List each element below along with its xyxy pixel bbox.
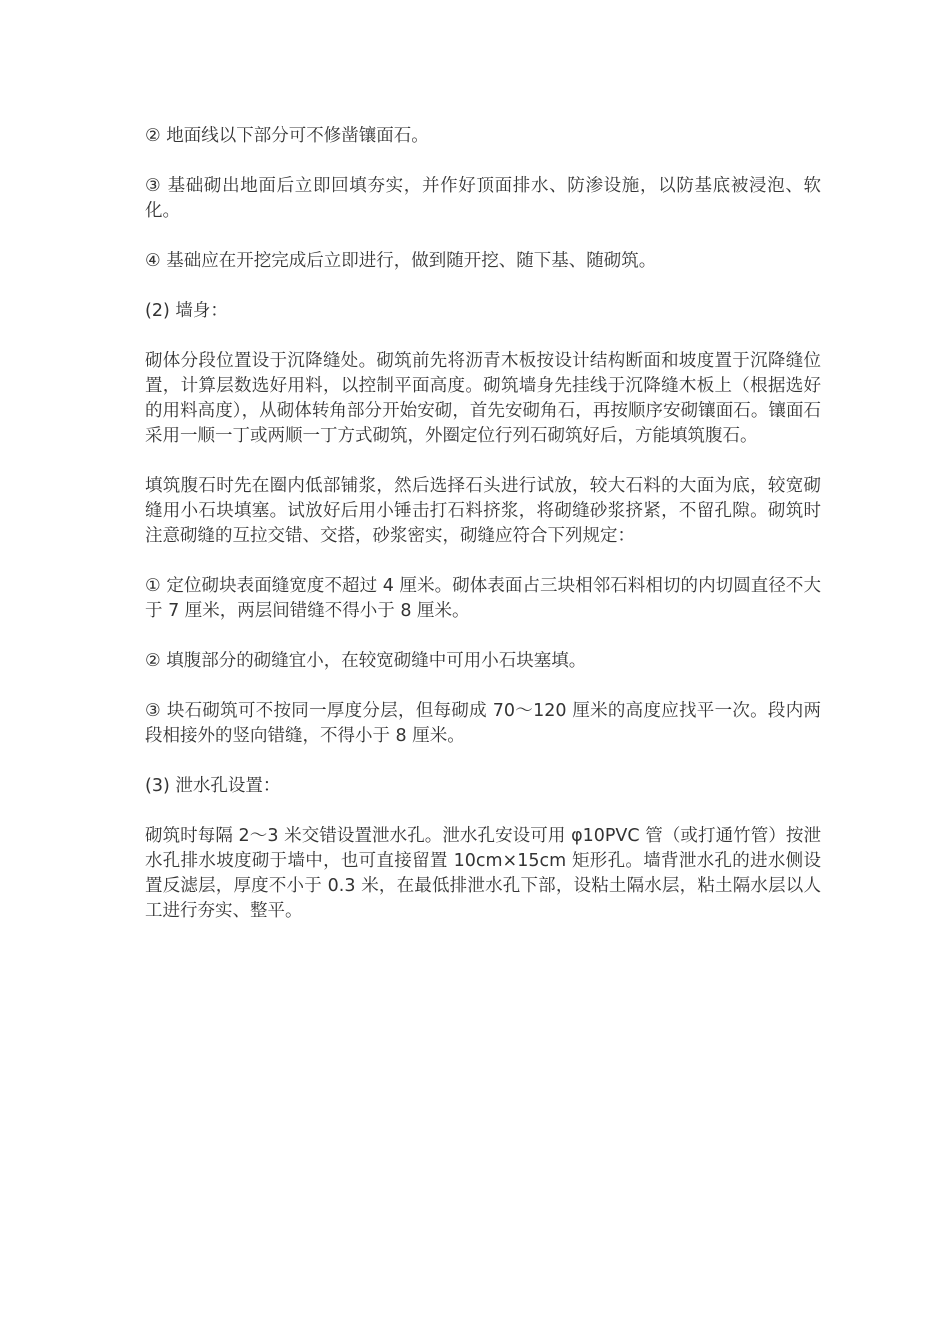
document-body bbox=[145, 124, 821, 949]
paragraph-fill-stone: 填筑腹石时先在圈内低部铺浆，然后选择石头进行试放，较大石料的大面为底，较宽砌缝用小石块填塞。试放好后用小锤击打石料挤浆，将砌缝砂浆挤紧，不留孔隙。砌筑时注意砌缝的互拉交错、交搭，砂浆密实，砌缝应符合下列规定： bbox=[145, 476, 821, 546]
paragraph-foundation-item-2: ② 地面线以下部分可不修凿镶面石。 bbox=[145, 126, 429, 146]
paragraph-joint-rule-2: ② 填腹部分的砌缝宜小，在较宽砌缝中可用小石块塞填。 bbox=[145, 651, 587, 671]
section-heading-weep-holes: (3) 泄水孔设置： bbox=[145, 776, 281, 796]
paragraph-joint-rule-3: ③ 块石砌筑可不按同一厚度分层，但每砌成 70～120 厘米的高度应找平一次。段内两段相接外的竖向错缝，不得小于 8 厘米。 bbox=[145, 701, 821, 746]
paragraph-foundation-item-3: ③ 基础砌出地面后立即回填夯实，并作好顶面排水、防渗设施，以防基底被浸泡、软化。 bbox=[145, 176, 821, 221]
paragraph-joint-rule-1: ① 定位砌块表面缝宽度不超过 4 厘米。砌体表面占三块相邻石料相切的内切圆直径不大于 7 厘米，两层间错缝不得小于 8 厘米。 bbox=[145, 576, 821, 621]
paragraph-wall-masonry: 砌体分段位置设于沉降缝处。砌筑前先将沥青木板按设计结构断面和坡度置于沉降缝位置，计算层数选好用料，以控制平面高度。砌筑墙身先挂线于沉降缝木板上（根据选好的用料高度），从砌体转角部分开始安砌，首先安砌角石，再按顺序安砌镶面石。镶面石采用一顺一丁或两顺一丁方式砌筑，外圈定位行列石砌筑好后，方能填筑腹石。 bbox=[145, 351, 821, 446]
section-heading-wall-body: (2) 墙身： bbox=[145, 301, 228, 321]
paragraph-foundation-item-4: ④ 基础应在开挖完成后立即进行，做到随开挖、随下基、随砌筑。 bbox=[145, 251, 657, 271]
paragraph-weep-holes: 砌筑时每隔 2～3 米交错设置泄水孔。泄水孔安设可用 φ10PVC 管（或打通竹管）按泄水孔排水坡度砌于墙中，也可直接留置 10cm×15cm 矩形孔。墙背泄水孔的进水侧设置反滤层，厚度不小于 0.3 米，在最低排泄水孔下部，设粘土隔水层，粘土隔水层以人工进行夯实、整平。 bbox=[145, 826, 821, 921]
